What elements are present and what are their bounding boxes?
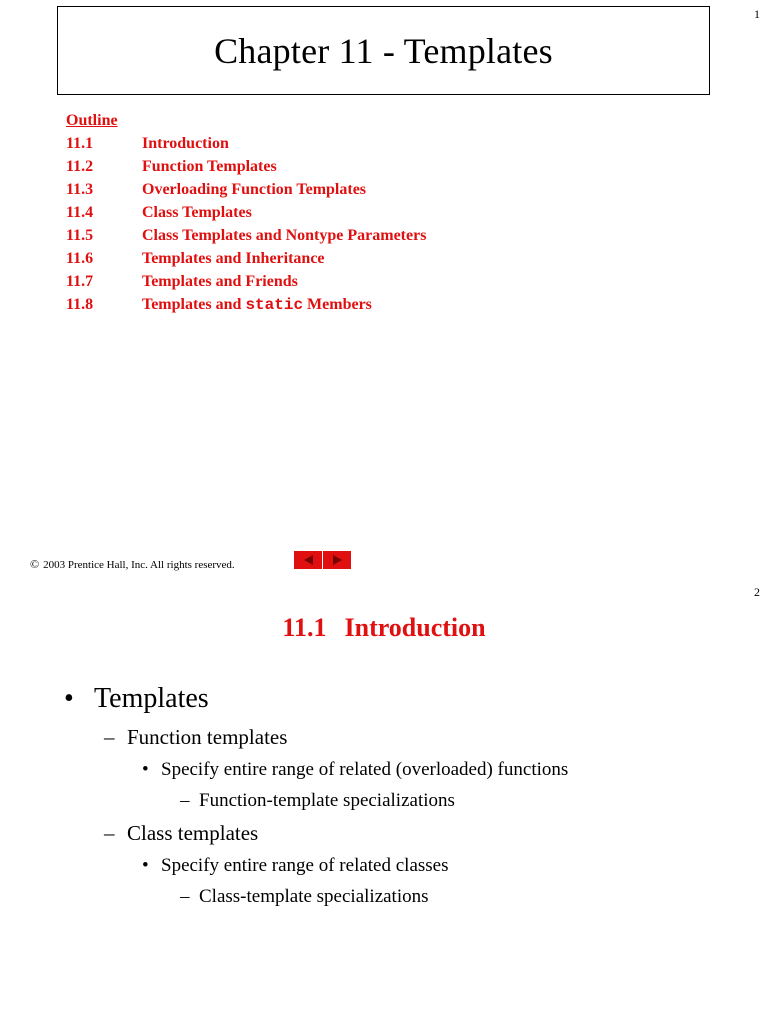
bullet-level-1	[64, 683, 209, 715]
bullet-text: Class templates	[127, 821, 259, 845]
bullet-level-3	[142, 759, 568, 781]
bullet-dash-icon: –	[180, 886, 190, 907]
outline-item-number: 11.5	[66, 227, 94, 244]
outline-item-number: 11.4	[66, 204, 94, 221]
bullet-text: Specify entire range of related (overloaded) functions	[161, 759, 569, 780]
outline-item-label: Class Templates and Nontype Parameters	[142, 227, 427, 244]
bullet-dot-icon: •	[64, 683, 74, 714]
outline-item-label-pre: Templates and	[142, 296, 246, 313]
bullet-level-4	[180, 886, 429, 908]
outline-item[interactable]	[66, 270, 426, 293]
bullet-text: Specify entire range of related classes	[161, 855, 449, 876]
outline-item[interactable]	[66, 155, 426, 178]
outline-item[interactable]	[66, 178, 426, 201]
slide-2	[0, 585, 768, 1024]
next-slide-button[interactable]	[323, 551, 351, 569]
bullet-text: Class-template specializations	[199, 886, 429, 907]
outline	[66, 109, 426, 316]
outline-item-number: 11.8	[66, 296, 94, 313]
outline-item[interactable]	[66, 224, 426, 247]
outline-item-number: 11.7	[66, 273, 94, 290]
copyright-icon: ©	[30, 557, 40, 571]
outline-item-label: Class Templates	[142, 204, 252, 221]
bullet-level-2	[104, 725, 287, 750]
slide-navigation	[294, 551, 351, 569]
outline-item-label: Templates and Friends	[142, 273, 298, 290]
arrow-left-icon	[304, 555, 313, 565]
bullet-text: Function-template specializations	[199, 790, 455, 811]
bullet-level-3	[142, 855, 449, 877]
outline-item-label: Templates and Inheritance	[142, 250, 325, 267]
outline-item-number: 11.3	[66, 181, 94, 198]
slide-title	[0, 613, 768, 643]
outline-item-number: 11.6	[66, 250, 94, 267]
bullet-dash-icon: –	[104, 725, 115, 749]
outline-item-label: Overloading Function Templates	[142, 181, 367, 198]
bullet-dot-icon: •	[142, 759, 149, 780]
outline-item-code: static	[245, 296, 304, 314]
outline-item-label: Introduction	[142, 135, 229, 152]
outline-item-label-post: Members	[303, 296, 372, 313]
outline-item[interactable]	[66, 293, 426, 316]
copyright-footer	[30, 557, 235, 572]
page-number: 1	[754, 7, 760, 21]
bullet-dash-icon: –	[180, 790, 190, 811]
prev-slide-button[interactable]	[294, 551, 322, 569]
copyright-text: 2003 Prentice Hall, Inc. All rights reserved.	[43, 558, 235, 571]
slide-title: Chapter 11 - Templates	[214, 30, 553, 71]
bullet-level-4	[180, 790, 455, 812]
outline-item[interactable]	[66, 201, 426, 224]
bullet-dash-icon: –	[104, 821, 115, 845]
outline-item-label: Function Templates	[142, 158, 277, 175]
outline-item-number: 11.2	[66, 158, 94, 175]
title-box	[57, 6, 710, 95]
bullet-text: Templates	[94, 683, 209, 714]
bullet-dot-icon: •	[142, 855, 149, 876]
arrow-right-icon	[333, 555, 342, 565]
outline-item-number: 11.1	[66, 135, 94, 152]
outline-item[interactable]	[66, 132, 426, 155]
slide-title-text: Introduction	[344, 613, 486, 642]
outline-item-label	[142, 293, 372, 316]
outline-item[interactable]	[66, 247, 426, 270]
slide-title-number: 11.1	[282, 613, 327, 642]
page-number: 2	[754, 585, 760, 599]
outline-heading[interactable]: Outline	[66, 112, 118, 129]
bullet-text: Function templates	[127, 725, 288, 749]
bullet-level-2	[104, 821, 258, 846]
